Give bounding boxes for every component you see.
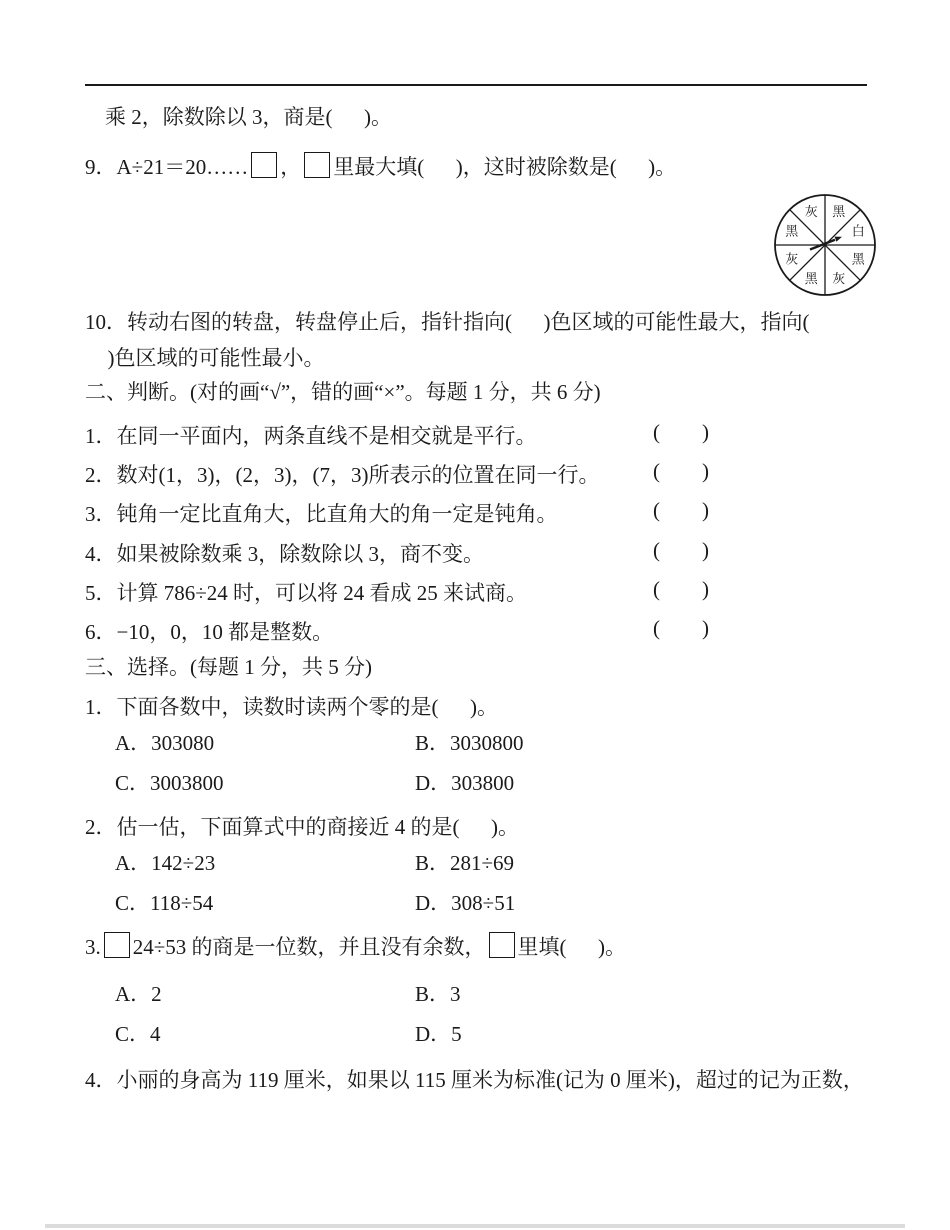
option-b: B．281÷69 <box>415 851 515 875</box>
option-d: D．5 <box>415 1021 462 1046</box>
option-a: A．303080 <box>115 731 215 755</box>
option-c: C．4 <box>115 1021 161 1046</box>
judge-item-text: 1．在同一平面内，两条直线不是相交就是平行。 <box>85 424 537 448</box>
answer-box <box>251 152 277 178</box>
spinner-sector-label: 灰 <box>832 270 846 286</box>
question-3-suffix: 里填( )。 <box>517 935 627 959</box>
spinner-sector-label: 白 <box>851 223 865 239</box>
question-9-text-1: 9．A÷21＝20…… <box>85 155 249 179</box>
question-1-options <box>115 733 735 794</box>
choice-question-4: 4．小丽的身高为 119 厘米，如果以 115 厘米为标准(记为 0 厘米)，超过的记为正数， <box>85 1068 864 1092</box>
judge-answer-blank: ( ) <box>653 498 709 523</box>
question-10-line-1: 10．转动右图的转盘，转盘停止后，指针指向( )色区域的可能性最大，指向( <box>85 310 810 334</box>
question-3-text: 24÷53 的商是一位数，并且没有余数， <box>132 935 486 959</box>
judge-item <box>85 459 709 498</box>
section-2-header: 二、判断。(对的画“√”，错的画“×”。每题 1 分，共 6 分) <box>85 380 601 404</box>
judge-item-text: 5．计算 786÷24 时，可以将 24 看成 25 来试商。 <box>85 580 528 605</box>
choice-question-1: 1．下面各数中，读数时读两个零的是( )。 <box>85 695 498 719</box>
spinner-wheel <box>772 192 878 298</box>
spinner-sector-label: 灰 <box>785 251 799 267</box>
judge-item <box>85 498 709 537</box>
spinner-sector-label: 黑 <box>851 251 865 267</box>
spinner-sector-label: 黑 <box>832 204 846 220</box>
choice-question-2: 2．估一估，下面算式中的商接近 4 的是( )。 <box>85 815 519 839</box>
spinner-sector-label: 黑 <box>804 270 818 286</box>
judge-answer-blank: ( ) <box>653 537 709 562</box>
option-a: A．2 <box>115 982 162 1006</box>
option-d: D．308÷51 <box>415 890 516 915</box>
judge-answer-blank: ( ) <box>653 615 709 640</box>
judge-item-text: 4．如果被除数乘 3，除数除以 3，商不变。 <box>85 541 484 566</box>
option-b: B．3 <box>415 982 461 1006</box>
judge-item <box>85 577 709 616</box>
answer-box <box>104 932 130 958</box>
judge-answer-blank: ( ) <box>653 420 709 444</box>
question-9-text-2: ， <box>280 155 302 179</box>
judge-answer-blank: ( ) <box>653 576 709 601</box>
question-3-options <box>115 984 735 1045</box>
question-9-text-3: 里最大填( )，这时被除数是( )。 <box>333 155 677 179</box>
answer-box <box>489 932 515 958</box>
judge-answer-blank: ( ) <box>653 459 709 484</box>
option-c: C．3003800 <box>115 770 224 795</box>
choice-question-3 <box>85 932 626 960</box>
judge-list <box>85 420 709 655</box>
spinner-sector-label: 灰 <box>804 204 818 220</box>
question-9 <box>85 152 676 180</box>
question-3-prefix: 3. <box>85 935 101 959</box>
option-c: C．118÷54 <box>115 890 214 915</box>
judge-item <box>85 538 709 577</box>
judge-item-text: 2．数对(1，3)，(2，3)，(7，3)所表示的位置在同一行。 <box>85 463 600 488</box>
page-bottom-scan-edge <box>45 1224 905 1228</box>
spinner-sector-label: 黑 <box>785 223 799 239</box>
option-d: D．303800 <box>415 770 515 795</box>
judge-item-text: 6．−10，0，10 都是整数。 <box>85 619 334 644</box>
option-b: B．3030800 <box>415 731 524 755</box>
section-3-header: 三、选择。(每题 1 分，共 5 分) <box>85 655 372 679</box>
question-2-options <box>115 853 735 914</box>
question-10-line-2: )色区域的可能性最小。 <box>97 346 325 370</box>
page-top-border <box>85 84 867 86</box>
judge-item <box>85 616 709 655</box>
answer-box <box>304 152 330 178</box>
question-10 <box>85 304 809 376</box>
judge-item-text: 3．钝角一定比直角大，比直角大的角一定是钝角。 <box>85 502 558 527</box>
option-a: A．142÷23 <box>115 851 216 875</box>
spinner-sector-lines <box>775 195 875 295</box>
question-8-continuation: 乘 2，除数除以 3，商是( )。 <box>105 105 392 129</box>
judge-item <box>85 420 709 459</box>
